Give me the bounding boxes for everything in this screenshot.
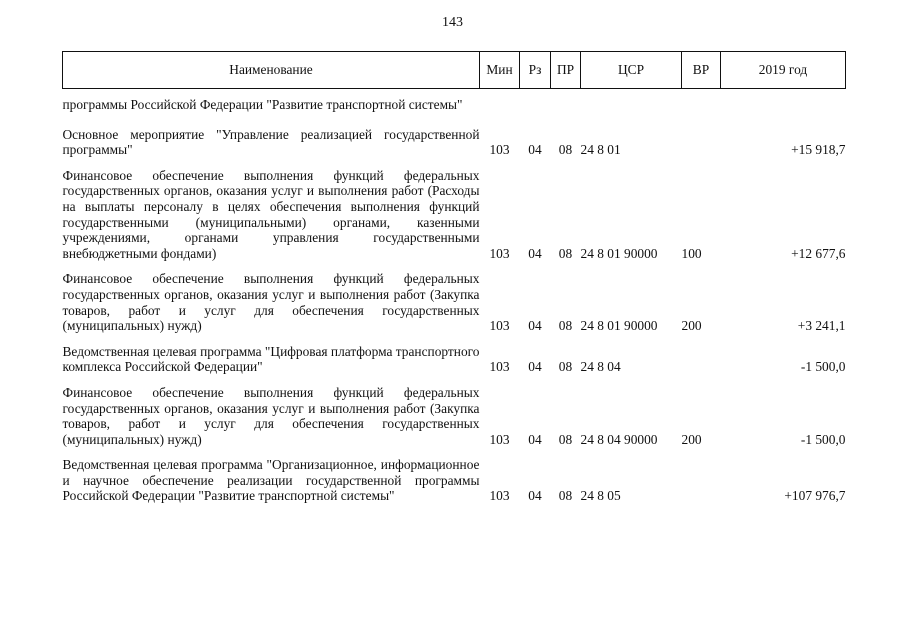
- row-rz: 04: [528, 431, 542, 447]
- row-rz: 04: [528, 359, 542, 375]
- row-name: Основное мероприятие "Управление реализацией государственной программы": [62, 126, 480, 158]
- page-number: 143: [442, 15, 463, 30]
- row-vr: [682, 89, 721, 113]
- table-row: [63, 158, 846, 262]
- row-rz: 04: [528, 245, 542, 261]
- row-min: 103: [489, 431, 510, 447]
- row-csr: 24 8 01: [580, 142, 621, 158]
- column-header-year: 2019 год: [721, 52, 846, 89]
- row-name: Финансовое обеспечение выполнения функций федеральных государственных органов, оказания услуг и выполнения работ (Расходы на выплаты персоналу в целях обеспечения выполнения функций государственными (муниципальными) органами, казенными учреждениями, органами управления государственными внебюджетными фондами): [62, 167, 480, 261]
- column-header-rz: Рз: [520, 52, 551, 89]
- table-row: [63, 375, 846, 447]
- row-name: Ведомственная целевая программа "Цифровая платформа транспортного комплекса Российской Федерации": [62, 343, 480, 375]
- row-rz: 04: [528, 318, 542, 334]
- column-header-pr: ПР: [551, 52, 581, 89]
- budget-table: [62, 51, 846, 504]
- row-vr: [682, 447, 721, 504]
- row-pr: 08: [558, 359, 573, 375]
- row-vr: [682, 113, 721, 158]
- row-amount: +107 976,7: [784, 488, 846, 504]
- row-amount: +3 241,1: [797, 318, 846, 334]
- row-min: [480, 89, 520, 113]
- row-vr: 200: [681, 318, 702, 334]
- row-amount: -1 500,0: [800, 359, 846, 375]
- column-header-csr: ЦСР: [581, 52, 682, 89]
- table-row: [63, 113, 846, 158]
- row-name: Ведомственная целевая программа "Организационное, информационное и научное обеспечение реализации государственной программы Российской Федерации "Развитие транспортной системы": [62, 457, 480, 504]
- table-row: [63, 261, 846, 333]
- row-name: программы Российской Федерации "Развитие транспортной системы": [62, 97, 463, 112]
- row-pr: 08: [558, 488, 573, 504]
- row-csr: 24 8 04 90000: [580, 431, 658, 447]
- row-csr: [581, 89, 682, 113]
- table-row: [63, 89, 846, 113]
- row-pr: 08: [558, 431, 573, 447]
- table-row: [63, 447, 846, 504]
- row-pr: [551, 89, 581, 113]
- column-header-name: Наименование: [63, 52, 480, 89]
- row-amount: [721, 89, 846, 113]
- row-amount: -1 500,0: [800, 431, 846, 447]
- column-header-min: Мин: [480, 52, 520, 89]
- row-name: Финансовое обеспечение выполнения функций федеральных государственных органов, оказания услуг и выполнения работ (Закупка товаров, работ и услуг для обеспечения государственных (муниципальных) нужд): [62, 271, 480, 334]
- row-min: 103: [489, 359, 510, 375]
- row-csr: 24 8 04: [580, 359, 621, 375]
- row-rz: [520, 89, 551, 113]
- row-amount: +15 918,7: [791, 142, 846, 158]
- row-vr: 100: [681, 245, 702, 261]
- row-vr: [682, 334, 721, 375]
- row-pr: 08: [558, 142, 573, 158]
- row-csr: 24 8 05: [580, 488, 621, 504]
- table-header-row: [63, 52, 846, 89]
- row-amount: +12 677,6: [791, 245, 846, 261]
- row-vr: 200: [681, 431, 702, 447]
- row-min: 103: [489, 318, 510, 334]
- row-pr: 08: [558, 245, 573, 261]
- column-header-vr: ВР: [682, 52, 721, 89]
- row-name: Финансовое обеспечение выполнения функций федеральных государственных органов, оказания услуг и выполнения работ (Закупка товаров, работ и услуг для обеспечения государственных (муниципальных) нужд): [62, 384, 480, 447]
- table-row: [63, 334, 846, 375]
- row-min: 103: [489, 488, 510, 504]
- row-pr: 08: [558, 318, 573, 334]
- row-rz: 04: [528, 142, 542, 158]
- table-body: [63, 89, 846, 505]
- row-csr: 24 8 01 90000: [580, 245, 658, 261]
- row-min: 103: [489, 245, 510, 261]
- row-min: 103: [489, 142, 510, 158]
- row-rz: 04: [528, 488, 542, 504]
- row-csr: 24 8 01 90000: [580, 318, 658, 334]
